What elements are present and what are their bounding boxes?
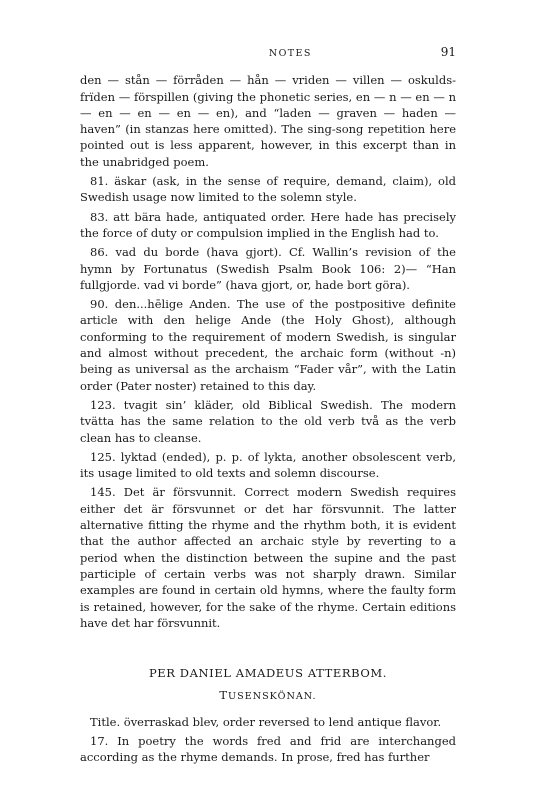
note-145: 145. Det är försvunnit. Correct modern Swedish requires either det är försvunnet or det har försvunnit. The latter alternative fitting the rhyme and the rhythm both, it is evident that the author affected an archaic style by reverting to a period when the distinction between the supine and the past participle of certain verbs was not sharply drawn. Similar examples are found in certain old hymns, where the faulty form is retained, however, for the sake of the rhyme. Certain editions have det har försvunnit. — [80, 485, 456, 630]
note-81: 81. äskar (ask, in the sense of require, demand, claim), old Swedish usage now limited to the solemn style. — [80, 174, 456, 205]
note-123: 123. tvagit sin’ kläder, old Biblical Swedish. The modern tvätta has the same relation to the old verb två as the verb clean has to cleanse. — [80, 397, 456, 445]
section-subtitle — [80, 687, 456, 705]
note-83: 83. att bära hade, antiquated order. Here hade has precisely the force of duty or compulsion implied in the English had to. — [80, 209, 456, 240]
running-title: NOTES — [268, 48, 312, 59]
note-90: 90. den...hēlige Anden. The use of the postpositive definite article with den helige Ande (the Holy Ghost), although conforming to the requirement of modern Swedish, is singular and almost without precedent, the archaic form (without -n) being as universal as the archaism “Fader vår”, with the Latin order (Pater noster) retained to this day. — [80, 297, 456, 393]
page-number: 91 — [440, 45, 456, 59]
section-subtitle-initial: T — [219, 688, 229, 703]
section-subtitle-rest: USENSKÖNAN. — [228, 691, 317, 703]
note-17: 17. In poetry the words fred and frid are interchanged according as the rhyme demands. In prose, fred has further — [80, 733, 456, 765]
section-title: PER DANIEL AMADEUS ATTERBOM. — [148, 666, 388, 681]
note-paragraph: den — stån — förråden — hån — vriden — villen — oskuldsfrïden — förspillen (giving the phonetic series, en — n — en — n — en — en — en — en), and “laden — graven — haden — haven” (in stanzas here omitted). The sing-song repetition here pointed out is less apparent, however, in this excerpt than in the unabridged poem. — [80, 73, 456, 169]
note-125: 125. lyktad (ended), p. p. of lykta, another obsolescent verb, its usage limited to old texts and solemn discourse. — [80, 449, 456, 481]
running-head — [80, 44, 456, 62]
note-title: Title. överraskad blev, order reversed to lend antique flavor. — [90, 714, 442, 729]
page — [80, 44, 456, 769]
note-86: 86. vad du borde (hava gjort). Cf. Wallin’s revision of the hymn by Fortunatus (Swedish Psalm Book 106: 2)— “Han fullgjorde. vad vi borde” (hava gjort, or, hade bort göra). — [80, 245, 456, 292]
